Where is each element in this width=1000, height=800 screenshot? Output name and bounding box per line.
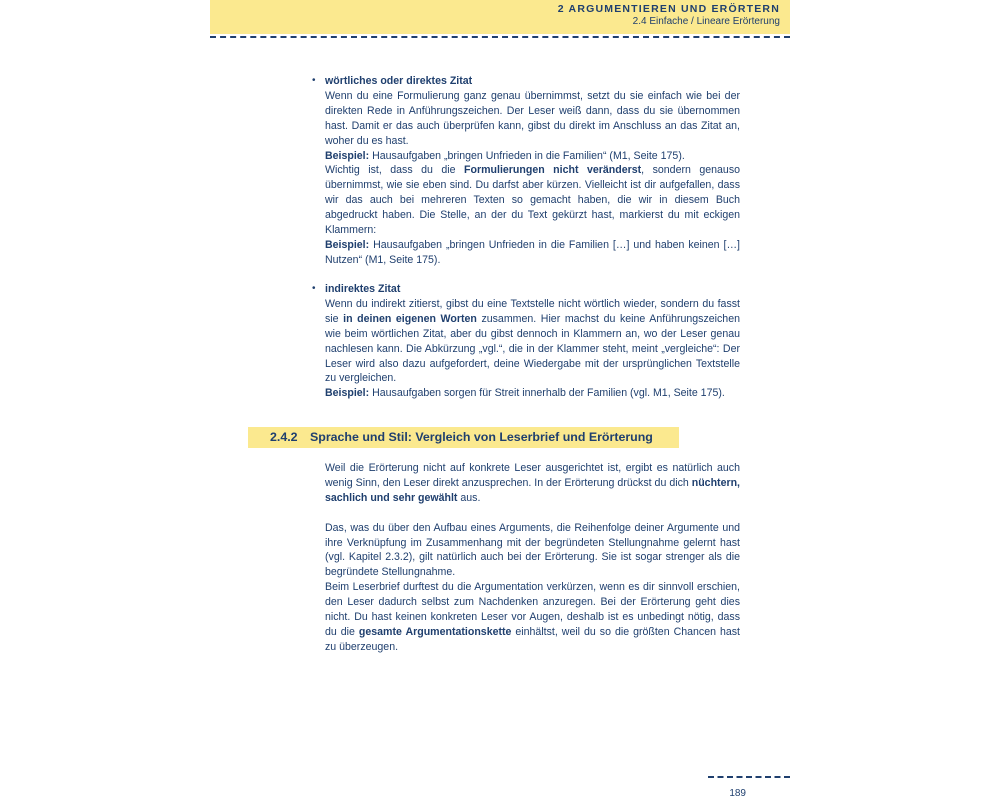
- paragraph-1: Weil die Erörterung nicht auf konkrete Leser ausgerichtet ist, ergibt es natürlich auch wenig Sinn, den Leser direkt anzusprechen. In der Erörterung drückst du dich nüchtern, sachlich und sehr gewählt aus.: [325, 462, 740, 504]
- bullet-title: indirektes Zitat: [325, 283, 401, 295]
- header-section: 2.4 Einfache / Lineare Erörterung: [632, 16, 780, 27]
- section-number: 2.4.2: [270, 430, 298, 444]
- example-label: Beispiel:: [325, 238, 370, 251]
- header-chapter: 2 ARGUMENTIEREN UND ERÖRTERN: [557, 3, 780, 15]
- bullet-title: wörtliches oder direktes Zitat: [325, 75, 473, 87]
- section-heading: [248, 427, 679, 448]
- bullet-paragraph: Wichtig ist, dass du die Formulierungen nicht veränderst, sondern genauso übernimmst, wie sie eben sind. Du darfst aber kürzen. Vielleicht ist dir aufgefallen, dass wir das auch bei mehreren Texten so gemacht haben, die wir in diesem Buch abgedruckt haben. Die Stelle, an der du Text gekürzt hast, markierst du mit eckigen Klammern:: [325, 164, 741, 237]
- bullet-paragraph: Wenn du eine Formulierung ganz genau übernimmst, setzt du sie einfach wie bei der direkten Rede in Anführungszeichen. Der Leser weiß dann, dass du sie übernommen hast. Damit er das auch überprüfen kann, gibst du direkt im Anschluss an das Zitat an, woher du es hast.: [325, 89, 740, 147]
- bullet-paragraph: Wenn du indirekt zitierst, gibst du eine Textstelle nicht wörtlich wieder, sondern du fasst sie in deinen eigenen Worten zusammen. Hier machst du keine Anführungszeichen wie beim wörtlichen Zitat, aber du gibst dennoch in Klammern an, wo der Leser genau nachlesen kann. Die Abkürzung „vgl.“, die in der Klammer steht, meint „vergleiche“: Der Leser wird also dazu aufgefordert, deine Wiedergabe mit der ursprünglichen Textstelle zu vergleichen.: [325, 297, 740, 385]
- header-dashed-rule: [210, 36, 790, 38]
- bullet-example: Beispiel: Hausaufgaben „bringen Unfrieden in die Familien […] und haben keinen […] Nutzen“ (M1, Seite 175).: [325, 238, 740, 266]
- bullet-example: Beispiel: Hausaufgaben „bringen Unfrieden in die Familien“ (M1, Seite 175).: [325, 149, 685, 162]
- bullet-direct-quote: [312, 74, 740, 268]
- bullet-example: Beispiel: Hausaufgaben sorgen für Streit innerhalb der Familien (vgl. M1, Seite 175).: [325, 387, 725, 400]
- bullet-marker: •: [312, 75, 316, 86]
- section-title: Sprache und Stil: Vergleich von Leserbrief und Erörterung: [310, 430, 653, 444]
- bullet-marker: •: [312, 283, 316, 294]
- page-number: 189: [729, 788, 746, 799]
- body-text: [325, 461, 740, 655]
- paragraph-2: Das, was du über den Aufbau eines Arguments, die Reihenfolge deiner Argumente und ihre Verknüpfung im Zusammenhang mit der begründeten Stellungnahme gelernt hast (vgl. Kapitel 2.3.2), gilt natürlich auch bei der Erörterung. Sie ist sogar strenger als die begründete Stellungnahme.: [325, 521, 740, 579]
- running-header: [210, 0, 790, 34]
- bullet-indirect-quote: [312, 282, 740, 401]
- example-label: Beispiel:: [325, 387, 370, 400]
- paragraph-3: Beim Leserbrief durftest du die Argumentation verkürzen, wenn es dir sinnvoll erschien, den Leser dadurch selbst zum Nachdenken anzuregen. Bei der Erörterung geht dies nicht. Du hast keinen konkreten Leser vor Augen, deshalb ist es unbedingt nötig, dass du die gesamte Argumentationskette einhältst, weil du so die größten Chancen hast zu überzeugen.: [325, 581, 740, 653]
- example-label: Beispiel:: [325, 149, 370, 162]
- footer-dashed-rule: [708, 776, 790, 778]
